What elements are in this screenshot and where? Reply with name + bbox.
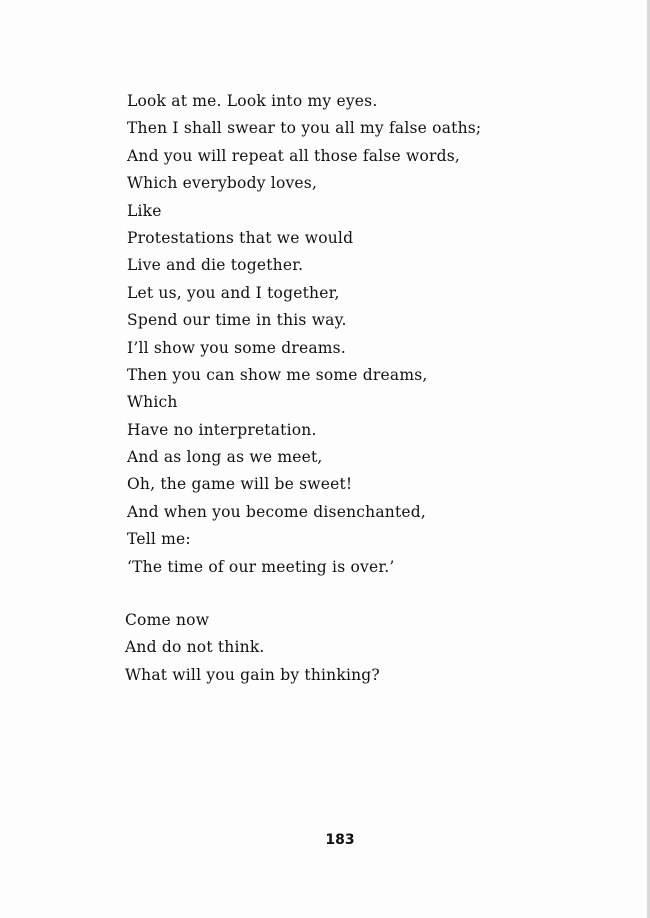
poem-stanza-2	[125, 607, 380, 689]
poem-line: I’ll show you some dreams.	[127, 338, 346, 357]
poem-line: Let us, you and I together,	[127, 283, 340, 302]
poem-line: Then you can show me some dreams,	[127, 365, 428, 384]
poem-line: Protestations that we would	[127, 228, 354, 247]
poem-line: And you will repeat all those false words,	[127, 146, 461, 165]
poem-line: Look at me. Look into my eyes.	[127, 92, 378, 110]
poem-line: Spend our time in this way.	[127, 311, 347, 330]
poem-line: Like	[127, 201, 162, 220]
poem-line: And do not think.	[125, 638, 265, 657]
poem-stanza-1	[127, 88, 481, 581]
poem-line: Which	[127, 393, 178, 412]
page-number: 183	[325, 832, 355, 848]
poem-line: And when you become disenchanted,	[127, 502, 426, 521]
poem-line: Which everybody loves,	[127, 174, 318, 193]
poem-line: Tell me:	[127, 530, 191, 549]
poem-line: Then I shall swear to you all my false oaths;	[127, 119, 482, 138]
poem-line: Come now	[125, 611, 210, 629]
poem-line: And as long as we meet,	[127, 448, 323, 467]
poem-line: Oh, the game will be sweet!	[127, 475, 353, 494]
poem-line: What will you gain by thinking?	[125, 665, 380, 684]
poem-line: Live and die together.	[127, 256, 304, 275]
poem-line: Have no interpretation.	[127, 420, 317, 439]
poem-line: ‘The time of our meeting is over.’	[127, 557, 395, 576]
